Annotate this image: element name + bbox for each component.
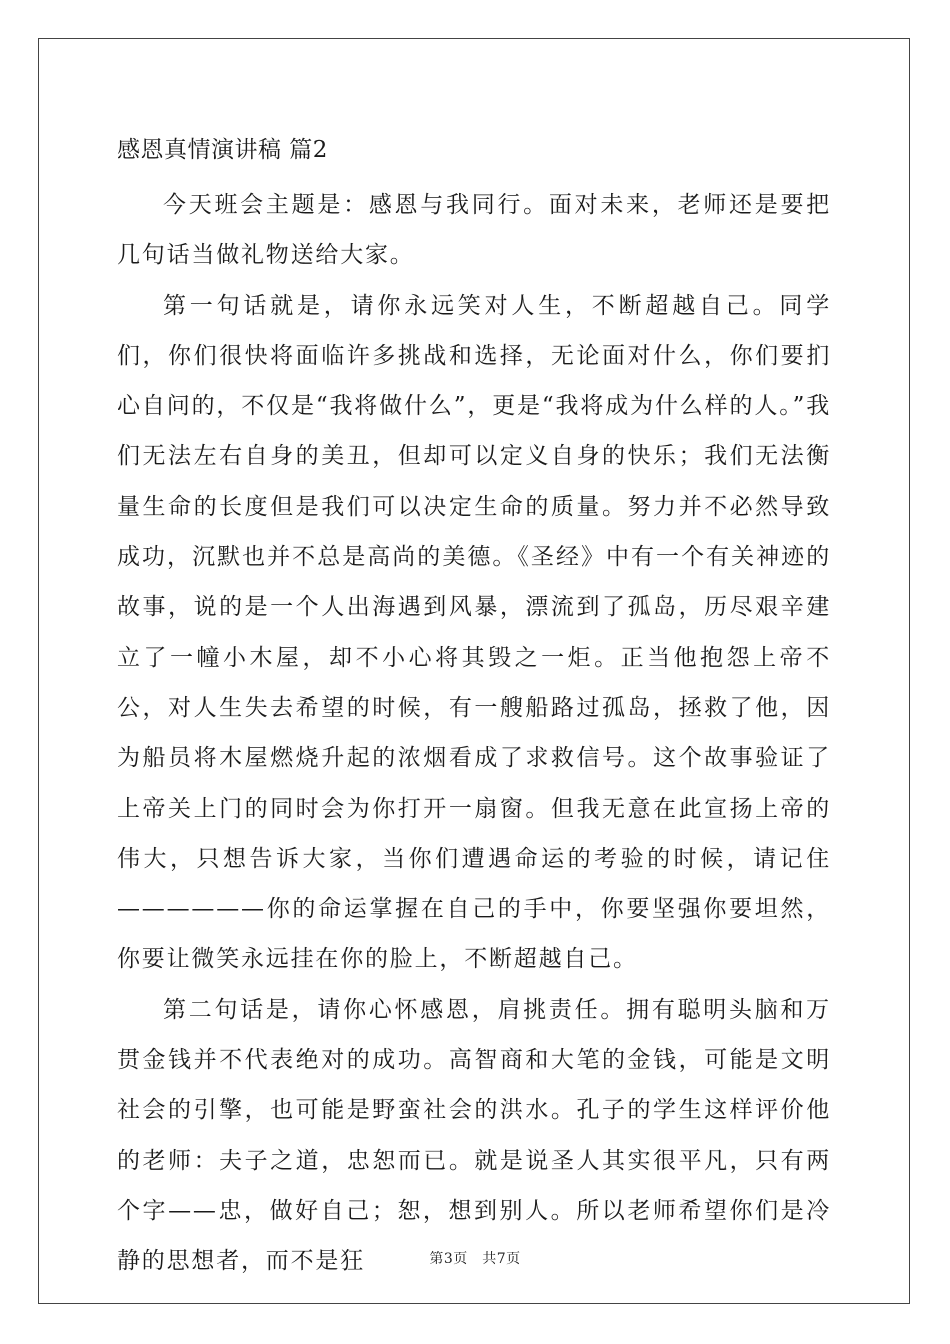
document-body: [117, 128, 831, 1287]
paragraph-first-saying: 第一句话就是，请你永远笑对人生，不断超越自己。同学们，你们很快将面临许多挑战和选择，无论面对什么，你们要扪心自问的，不仅是“我将做什么”，更是“我将成为什么样的人。”我们无法左右自身的美丑，但却可以定义自身的快乐；我们无法衡量生命的长度但是我们可以决定生命的质量。努力并不必然导致成功，沉默也并不总是高尚的美德。《圣经》中有一个有关神迹的故事，说的是一个人出海遇到风暴，漂流到了孤岛，历尽艰辛建立了一幢小木屋，却不小心将其毁之一炬。正当他抱怨上帝不公，对人生失去希望的时候，有一艘船路过孤岛，拯救了他，因为船员将木屋燃烧升起的浓烟看成了求救信号。这个故事验证了上帝关上门的同时会为你打开一扇窗。但我无意在此宣扬上帝的伟大，只想告诉大家，当你们遭遇命运的考验的时候，请记住——————你的命运掌握在自己的手中，你要坚强你要坦然，你要让微笑永远挂在你的脸上，不断超越自己。: [117, 292, 831, 973]
paragraph-second-saying: 第二句话是，请你心怀感恩，肩挑责任。拥有聪明头脑和万贯金钱并不代表绝对的成功。高智商和大笔的金钱，可能是文明社会的引擎，也可能是野蛮社会的洪水。孔子的学生这样评价他的老师：夫子之道，忠恕而已。就是说圣人其实很平凡，只有两个字——忠，做好自己；恕，想到别人。所以老师希望你们是冷静的思想者，而不是狂: [117, 996, 831, 1275]
paragraph-intro: 今天班会主题是：感恩与我同行。面对未来，老师还是要把几句话当做礼物送给大家。: [117, 192, 831, 269]
document-title: 感恩真情演讲稿 篇2: [117, 137, 328, 163]
page-number-footer: 第3页 共7页: [429, 1251, 521, 1267]
